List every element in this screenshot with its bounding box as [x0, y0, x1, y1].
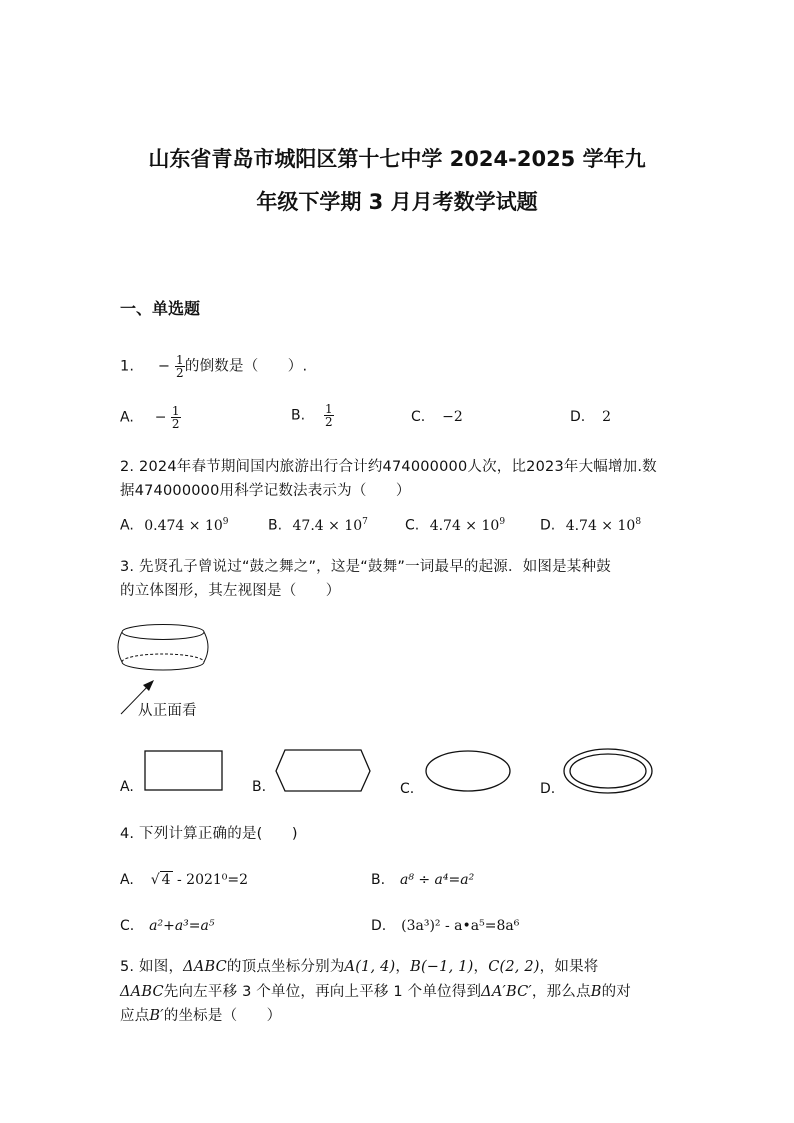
q3-option-b-label[interactable]: B.	[252, 779, 267, 795]
q1-option-d[interactable]: D. 2	[570, 409, 612, 425]
minus-sign: −	[157, 358, 171, 375]
q3-option-a-label[interactable]: A.	[120, 779, 134, 795]
q4-option-d[interactable]: D. (3a³)² - a•a⁵=8a⁶	[371, 918, 520, 934]
q2-option-d[interactable]: D. $4.74 \times 10^8$	[540, 517, 642, 534]
question-3-line1: 3. 先贤孔子曾说过“鼓之舞之”，这是“鼓舞”一词最早的起源．如图是某种鼓	[120, 559, 611, 575]
question-2-line1: 2. 2024年春节期间国内旅游出行合计约474000000人次，比2023年大幅增加.数	[120, 459, 657, 475]
view-direction-label: 从正面看	[138, 703, 197, 719]
q3-option-d-label[interactable]: D.	[540, 781, 556, 797]
question-4-stem: 4. 下列计算正确的是( )	[120, 826, 298, 842]
question-5-line1: 5. 如图，ΔABC的顶点坐标分别为A(1, 4)，B(−1, 1)，C(2, 2)，如果将	[120, 959, 599, 975]
q1-option-a[interactable]: A. − $\frac{1}{2}$	[120, 404, 180, 431]
q3-option-a-rectangle[interactable]	[144, 750, 224, 792]
q3-option-c-ellipse[interactable]	[423, 748, 513, 794]
q3-option-c-label[interactable]: C.	[400, 781, 415, 797]
question-1	[120, 354, 307, 379]
q2-option-b[interactable]: B. $47.4 \times 10^7$	[268, 517, 368, 534]
question-number: 1.	[120, 358, 135, 375]
fraction: $\frac{1}{2}$	[176, 353, 184, 380]
question-5-line3: 应点B′的坐标是（ ）	[120, 1008, 282, 1024]
question-5-line2: ΔABC先向左平移 3 个单位，再向上平移 1 个单位得到ΔA′BC′，那么点B的对	[120, 984, 631, 1000]
q4-option-c[interactable]: C. a²+a³=a⁵	[120, 918, 215, 934]
q4-option-a[interactable]: A. √ 4 - 2021⁰=2	[120, 872, 249, 888]
question-2-line2: 据474000000用科学记数法表示为（ ）	[120, 483, 411, 499]
page-title-line2: 年级下学期 3 月月考数学试题	[256, 190, 538, 214]
sqrt-symbol: √	[150, 872, 160, 888]
q2-option-c[interactable]: C. $4.74 \times 10^9$	[405, 517, 506, 534]
q1-option-b[interactable]: B. $\frac{1}{2}$	[291, 402, 333, 429]
q1-option-c[interactable]: C. −2	[411, 409, 463, 425]
q2-option-a[interactable]: A. $0.474 \times 10^9$	[120, 517, 229, 534]
question-3-line2: 的立体图形，其左视图是（ ）	[120, 583, 341, 599]
question-stem: 的倒数是（ ）.	[184, 358, 308, 375]
q4-option-b[interactable]: B. a⁸ ÷ a⁴=a²	[371, 872, 475, 888]
section-heading: 一、单选题	[120, 299, 201, 318]
page-title-line1: 山东省青岛市城阳区第十七中学 2024-2025 学年九	[148, 147, 646, 171]
q3-option-d-double-ellipse[interactable]	[561, 746, 655, 796]
q3-option-b-hexagon[interactable]	[273, 749, 373, 793]
